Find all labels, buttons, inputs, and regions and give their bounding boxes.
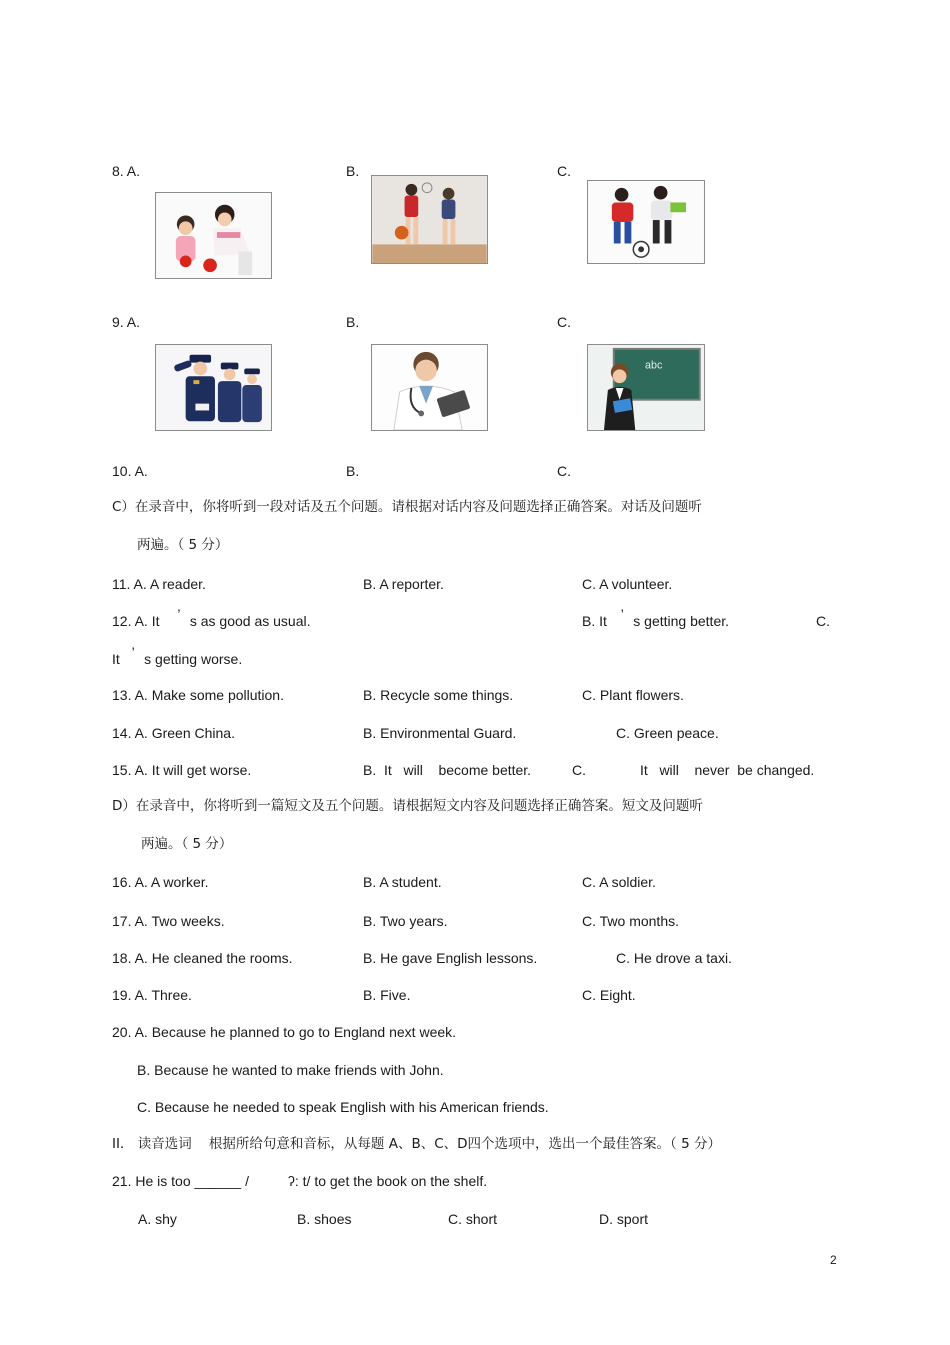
q16-option-c: C. A soldier. [582, 874, 656, 890]
q10-option-c: C. [557, 463, 571, 479]
q17-option-a: 17. A. Two weeks. [112, 913, 225, 929]
q21-stem: 21. He is too ______ / ʔ: t/ to get the book on the shelf. [112, 1173, 488, 1189]
q9-option-c: C. [557, 314, 571, 330]
q15-option-b: B. It will become better. [363, 762, 532, 778]
q11-option-c: C. A volunteer. [582, 576, 673, 592]
q12-option-a [112, 606, 311, 630]
q19-option-c: C. Eight. [582, 987, 636, 1003]
q12-a-part2: s as good as usual. [189, 613, 311, 629]
q15-option-a: 15. A. It will get worse. [112, 762, 252, 778]
section-d-instruction-line2: 两遍。（ 5 分） [141, 836, 233, 852]
q14-option-c: C. Green peace. [616, 725, 719, 741]
q14-option-b: B. Environmental Guard. [363, 725, 517, 741]
q10-label: 10. A. [112, 463, 148, 479]
q12-b-apostrophe: ’ [620, 606, 624, 622]
q21-option-b: B. shoes [297, 1211, 352, 1227]
q18-option-c: C. He drove a taxi. [616, 950, 732, 966]
boys-basketball-photo [371, 175, 488, 264]
q13-option-b: B. Recycle some things. [363, 687, 514, 703]
q12-option-b [582, 606, 730, 630]
q12-b-part1: B. It [582, 613, 607, 629]
q15-option-c-label: C. [572, 762, 586, 778]
q20-option-b: B. Because he wanted to make friends with John. [137, 1062, 444, 1078]
q13-option-a: 13. A. Make some pollution. [112, 687, 284, 703]
q18-option-b: B. He gave English lessons. [363, 950, 538, 966]
q12-option-c-label: C. [816, 613, 830, 629]
q17-option-b: B. Two years. [363, 913, 448, 929]
page-number: 2 [830, 1253, 837, 1267]
teacher-photo [587, 344, 705, 431]
girls-table-tennis-photo [155, 192, 272, 279]
q12-a-apostrophe: ’ [177, 606, 180, 622]
q8-option-c: C. [557, 163, 571, 179]
section-2-instruction: II． 读音选词 根据所给句意和音标，从每题 A、B、C、D四个选项中，选出一个最佳答案。（ 5 分） [112, 1136, 721, 1152]
section-d-instruction: D）在录音中，你将听到一篇短文及五个问题。请根据短文内容及问题选择正确答案。短文及问题听 [112, 798, 703, 814]
q21-option-a: A. shy [138, 1211, 177, 1227]
q12-option-c [112, 644, 243, 668]
q9-label: 9. A. [112, 314, 141, 330]
q21-option-c: C. short [448, 1211, 498, 1227]
q12-a-part1: 12. A. It [112, 613, 160, 629]
q9-option-b: B. [346, 314, 360, 330]
q10-option-b: B. [346, 463, 360, 479]
blackboard-text: abc [645, 359, 663, 372]
q15-option-c: It will never be changed. [640, 762, 815, 778]
q14-option-a: 14. A. Green China. [112, 725, 235, 741]
q18-option-a: 18. A. He cleaned the rooms. [112, 950, 293, 966]
q12-b-part2: s getting better. [633, 613, 730, 629]
q16-option-a: 16. A. A worker. [112, 874, 209, 890]
q19-option-b: B. Five. [363, 987, 411, 1003]
q8-label: 8. A. [112, 163, 141, 179]
police-officers-saluting-photo [155, 344, 272, 431]
q17-option-c: C. Two months. [582, 913, 680, 929]
q12-c-part2: s getting worse. [144, 651, 243, 667]
q12-c-apostrophe: ’ [131, 644, 135, 660]
section-c-instruction: C）在录音中，你将听到一段对话及五个问题。请根据对话内容及问题选择正确答案。对话及问题听 [112, 499, 702, 515]
q12-c-part1: It [112, 651, 120, 667]
q20-option-c: C. Because he needed to speak English with his American friends. [137, 1099, 549, 1115]
q13-option-c: C. Plant flowers. [582, 687, 684, 703]
doctor-photo [371, 344, 488, 431]
q11-option-a: 11. A. A reader. [112, 576, 206, 592]
q11-option-b: B. A reporter. [363, 576, 444, 592]
q21-option-d: D. sport [599, 1211, 649, 1227]
section-c-instruction-line2: 两遍。（ 5 分） [137, 537, 229, 553]
q8-option-b: B. [346, 163, 360, 179]
boys-soccer-photo [587, 180, 705, 264]
q16-option-b: B. A student. [363, 874, 442, 890]
q20-option-a: 20. A. Because he planned to go to England next week. [112, 1024, 457, 1040]
q19-option-a: 19. A. Three. [112, 987, 192, 1003]
